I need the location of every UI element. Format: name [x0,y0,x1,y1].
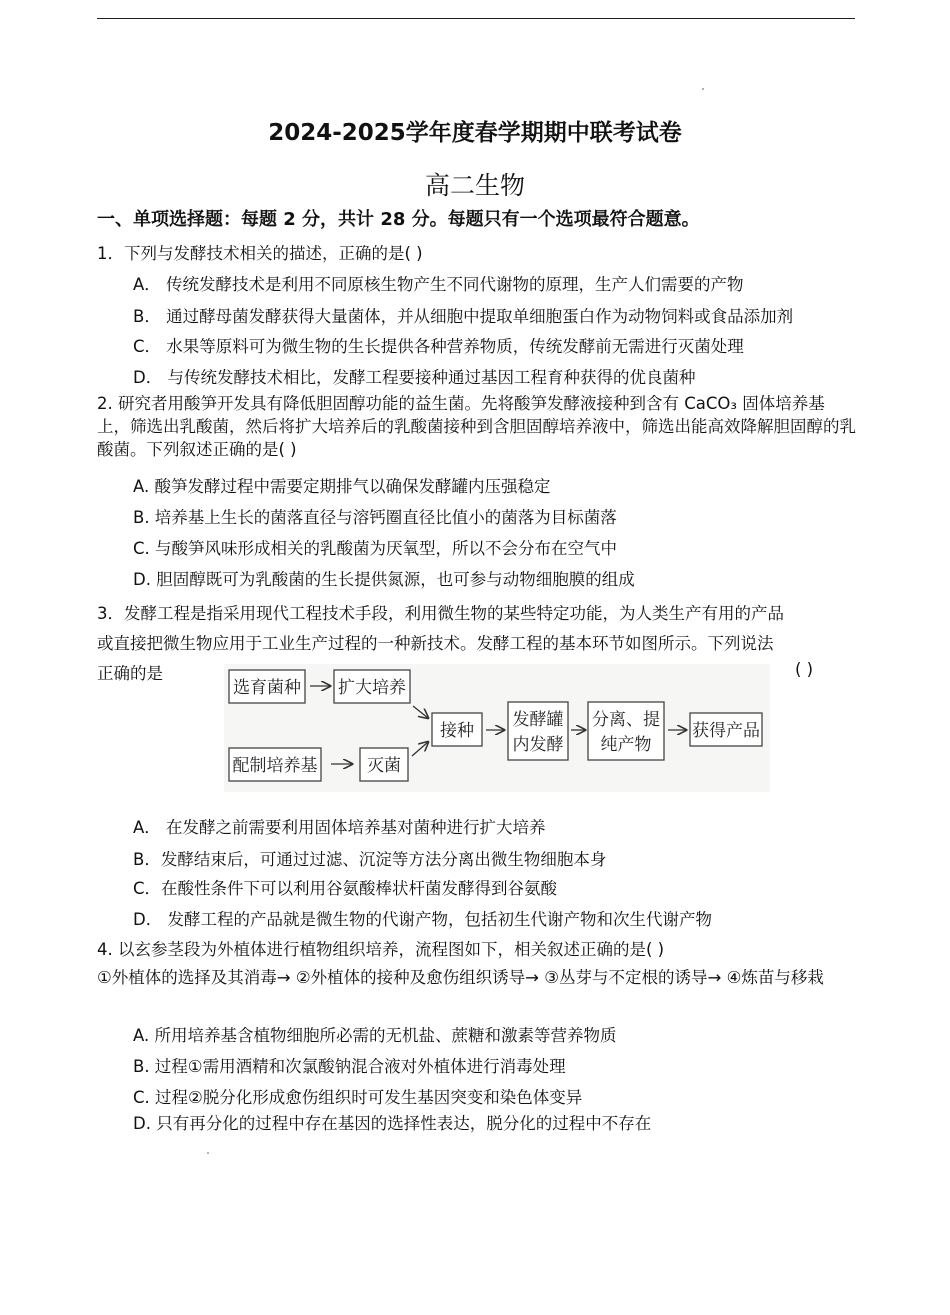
diagram-label-prepare-medium: 配制培养基 [232,756,318,776]
diagram-label-separate: 分离、提 [592,710,660,730]
diagram-label-purify-product: 纯产物 [600,735,652,755]
question-4-option-b: B. 过程①需用酒精和次氯酸钠混合液对外植体进行消毒处理 [133,1057,566,1076]
question-3-option-b: B．发酵结束后，可通过过滤、沉淀等方法分离出微生物细胞本身 [133,850,607,869]
diagram-label-inner-fermentation: 内发酵 [512,735,564,755]
scan-speck [702,88,704,90]
question-3-option-d: D． 发酵工程的产品就是微生物的代谢产物，包括初生代谢产物和次生代谢产物 [133,910,712,929]
question-3-answer-blank: ( ) [795,660,814,679]
question-3-option-a: A． 在发酵之前需要利用固体培养基对菌种进行扩大培养 [133,818,546,837]
diagram-label-sterilize: 灭菌 [367,756,401,776]
scan-speck [207,1152,209,1154]
fermentation-flow-diagram [224,664,770,792]
question-3-stem-line-2: 或直接把微生物应用于工业生产过程的一种新技术。发酵工程的基本环节如图所示。下列说法 [97,634,774,653]
question-2-option-c: C. 与酸笋风味形成相关的乳酸菌为厌氧型，所以不会分布在空气中 [133,539,618,558]
diagram-label-tank: 发酵罐 [512,710,564,730]
question-4-option-d: D. 只有再分化的过程中存在基因的选择性表达，脱分化的过程中不存在 [133,1114,652,1133]
top-rule [97,18,855,19]
question-2-stem: 2. 研究者用酸笋开发具有降低胆固醇功能的益生菌。先将酸笋发酵液接种到含有 CaCO₃ 固体培养基上，筛选出乳酸菌，然后将扩大培养后的乳酸菌接种到含胆固醇培养液中，筛选出能高效降解胆固醇的乳酸菌。下列叙述正确的是( ) [97,394,856,459]
question-3-option-c: C．在酸性条件下可以利用谷氨酸棒状杆菌发酵得到谷氨酸 [133,879,558,898]
question-1-stem: 1．下列与发酵技术相关的描述，正确的是( ) [97,244,423,263]
question-2-option-a: A. 酸笋发酵过程中需要定期排气以确保发酵罐内压强稳定 [133,477,551,496]
exam-subject: 高二生物 [424,171,525,200]
question-4-stem: 4. 以玄参茎段为外植体进行植物组织培养，流程图如下，相关叙述正确的是( ) [97,940,665,959]
diagram-label-get-product: 获得产品 [692,721,760,741]
diagram-label-inoculate: 接种 [440,721,474,741]
question-4-option-c: C. 过程②脱分化形成愈伤组织时可发生基因突变和染色体变异 [133,1088,583,1107]
question-2-option-b: B. 培养基上生长的菌落直径与溶钙圈直径比值小的菌落为目标菌落 [133,508,617,527]
question-4-option-a: A. 所用培养基含植物细胞所必需的无机盐、蔗糖和激素等营养物质 [133,1026,617,1045]
question-3-stem-line-1: 3．发酵工程是指采用现代工程技术手段，利用微生物的某些特定功能，为人类生产有用的产品 [97,604,784,623]
question-2-option-d: D. 胆固醇既可为乳酸菌的生长提供氮源，也可参与动物细胞膜的组成 [133,570,635,589]
question-1-option-b: B． 通过酵母菌发酵获得大量菌体，并从细胞中提取单细胞蛋白作为动物饲料或食品添加剂 [133,307,794,326]
section-heading: 一、单项选择题：每题 2 分，共计 28 分。每题只有一个选项最符合题意。 [97,209,700,230]
question-1-option-d: D． 与传统发酵技术相比，发酵工程要接种通过基因工程育种获得的优良菌种 [133,368,696,387]
exam-title: 2024-2025学年度春学期期中联考试卷 [268,120,682,146]
question-1-option-c: C． 水果等原料可为微生物的生长提供各种营养物质，传统发酵前无需进行灭菌处理 [133,337,744,356]
diagram-label-select-strain: 选育菌种 [233,678,301,698]
diagram-label-scale-culture: 扩大培养 [338,678,406,698]
question-4-flow: ①外植体的选择及其消毒→ ②外植体的接种及愈伤组织诱导→ ③丛芽与不定根的诱导→ ④炼苗与移栽 [97,968,824,987]
question-3-stem-line-3: 正确的是 [97,664,163,683]
question-1-option-a: A． 传统发酵技术是利用不同原核生物产生不同代谢物的原理，生产人们需要的产物 [133,275,744,294]
